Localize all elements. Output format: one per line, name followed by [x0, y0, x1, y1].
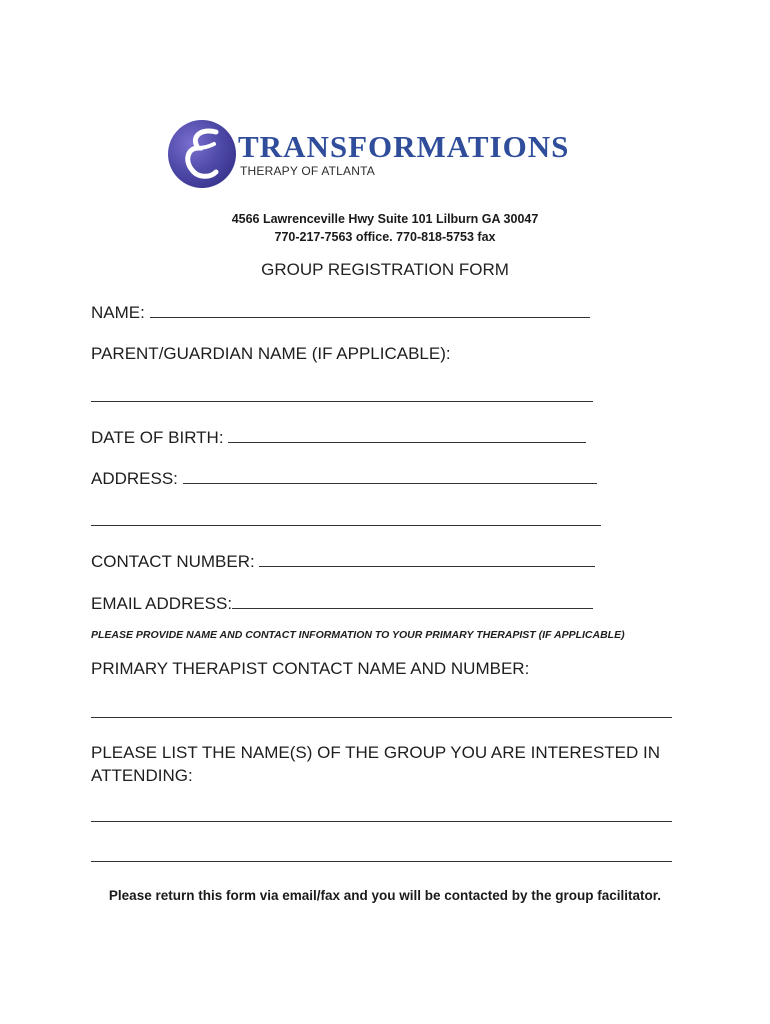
logo-name: TRANSFORMATIONS [238, 129, 570, 164]
form-title: GROUP REGISTRATION FORM [261, 260, 509, 279]
logo-emblem-icon [166, 118, 238, 190]
address-label: ADDRESS: [91, 469, 183, 488]
dob-input-line[interactable] [228, 427, 586, 443]
address-input-line-2[interactable] [91, 524, 601, 526]
name-input-line[interactable] [150, 302, 590, 318]
therapist-label: PRIMARY THERAPIST CONTACT NAME AND NUMBER: [91, 659, 530, 678]
email-label: EMAIL ADDRESS: [91, 594, 233, 613]
guardian-label: PARENT/GUARDIAN NAME (IF APPLICABLE): [91, 344, 451, 363]
footer-instructions: Please return this form via email/fax and you will be contacted by the group facilitator. [108, 888, 662, 903]
email-field[interactable] [91, 593, 593, 614]
dob-field[interactable] [91, 427, 586, 448]
therapist-note: PLEASE PROVIDE NAME AND CONTACT INFORMATION TO YOUR PRIMARY THERAPIST (IF APPLICABLE) [91, 629, 625, 641]
email-input-line[interactable] [232, 593, 593, 609]
dob-label: DATE OF BIRTH: [91, 428, 229, 447]
address-line: 4566 Lawrenceville Hwy Suite 101 Lilburn GA 30047 [231, 212, 539, 226]
contact-field[interactable] [91, 551, 595, 572]
therapist-input-line[interactable] [91, 716, 672, 718]
name-label: NAME: [91, 303, 150, 322]
groups-input-line-2[interactable] [91, 860, 672, 862]
name-field[interactable] [91, 302, 590, 323]
contact-label: CONTACT NUMBER: [91, 552, 260, 571]
guardian-input-line[interactable] [91, 400, 593, 402]
company-logo [166, 118, 570, 192]
groups-input-line-1[interactable] [91, 820, 672, 822]
phone-line: 770-217-7563 office. 770-818-5753 fax [274, 230, 496, 244]
address-field[interactable] [91, 468, 597, 489]
address-input-line[interactable] [183, 468, 597, 484]
contact-input-line[interactable] [259, 551, 595, 567]
logo-subtitle: THERAPY OF ATLANTA [240, 164, 375, 178]
groups-label: PLEASE LIST THE NAME(S) OF THE GROUP YOU ARE INTERESTED IN ATTENDING: [91, 743, 661, 785]
